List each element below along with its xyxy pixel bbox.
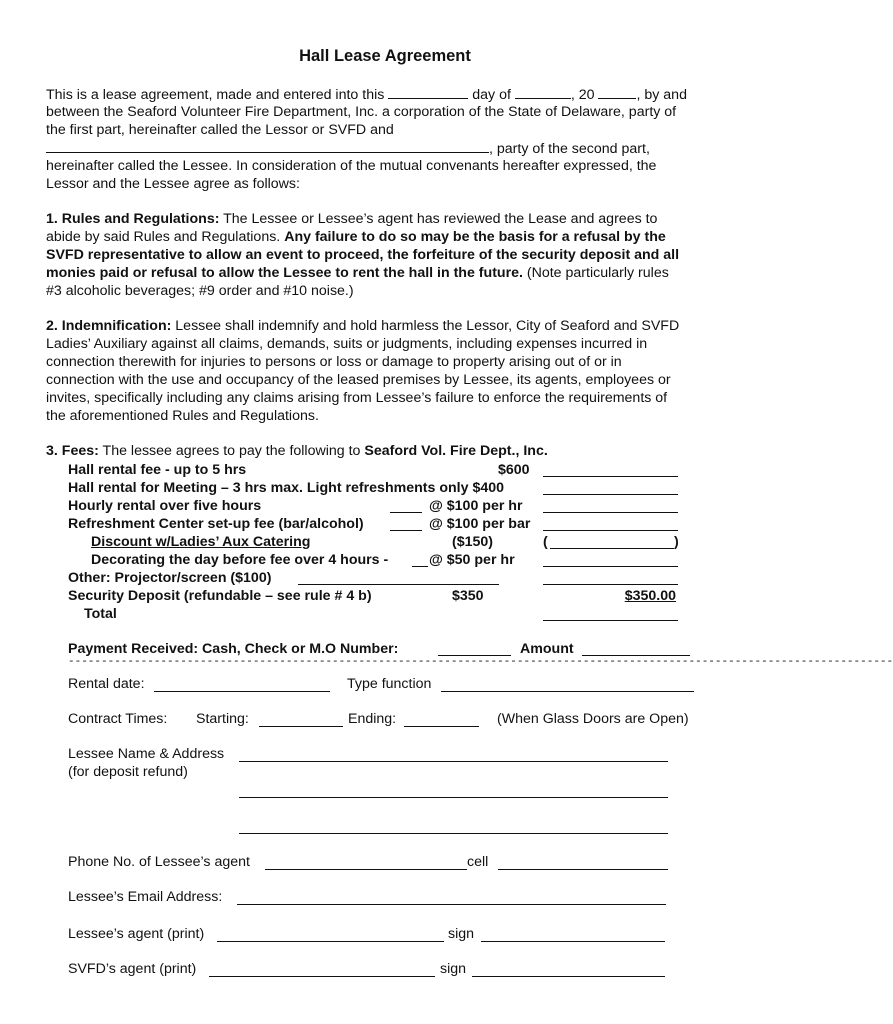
- section1-line-2: [46, 229, 666, 245]
- cell-label: cell: [467, 854, 489, 870]
- section3-heading: 3. Fees:: [46, 443, 99, 459]
- total-blank[interactable]: [543, 620, 678, 621]
- section2-line-5: invites, specifically including any claims arising from Lessee’s failure to enforce the requirements of: [46, 390, 668, 406]
- payment-label: Payment Received: Cash, Check or M.O Number:: [68, 641, 399, 657]
- email-blank[interactable]: [237, 904, 666, 905]
- separator-line: -----------------------------------------------------------------------------------------------------------------------------: [68, 656, 893, 668]
- meeting-blank[interactable]: [543, 494, 678, 495]
- section2-line-1: [46, 318, 679, 334]
- other-blank[interactable]: [543, 584, 678, 585]
- section2-heading: 2. Indemnification:: [46, 318, 172, 334]
- svfd-sign-label: sign: [440, 961, 467, 977]
- section2-line-6: the aforementioned Rules and Regulations.: [46, 408, 319, 424]
- when-open-note: (When Glass Doors are Open): [497, 711, 689, 727]
- intro-text: This is a lease agreement, made and entered into this: [46, 87, 385, 103]
- starting-blank[interactable]: [259, 726, 343, 727]
- section2-line-2: Ladies’ Auxiliary against all claims, demands, suits or judgments, including expenses incurred in: [46, 336, 648, 352]
- section3-line-1: [46, 443, 548, 459]
- lessee-address-blank-2[interactable]: [239, 833, 668, 834]
- lessee-agent-blank[interactable]: [217, 941, 444, 942]
- fee-deposit: Security Deposit (refundable – see rule # 4 b): [68, 588, 372, 604]
- section1-bold-text: monies paid or refusal to allow the Lessee to rent the hall in the future.: [46, 265, 523, 281]
- intro-line-6: Lessor and the Lessee agree as follows:: [46, 176, 300, 192]
- section1-bold-text: Any failure to do so may be the basis for a refusal by the: [284, 229, 666, 245]
- section1-line-1: [46, 211, 657, 227]
- fee-discount: Discount w/Ladies’ Aux Catering: [91, 534, 311, 550]
- email-label: Lessee’s Email Address:: [68, 889, 223, 905]
- svfd-agent-label: SVFD’s agent (print): [68, 961, 197, 977]
- fee-total-label: Total: [84, 606, 117, 622]
- section1-text: (Note particularly rules: [522, 265, 669, 281]
- fee-hourly: Hourly rental over five hours: [68, 498, 262, 514]
- section1-heading: 1. Rules and Regulations:: [46, 211, 220, 227]
- svfd-agent-blank[interactable]: [209, 976, 435, 977]
- refreshment-blank[interactable]: [543, 530, 678, 531]
- contract-times-label: Contract Times:: [68, 711, 168, 727]
- intro-line-1: [46, 86, 687, 103]
- section1-text: The Lessee or Lessee’s agent has reviewed the Lease and agrees to: [219, 211, 658, 227]
- section3-text: The lessee agrees to pay the following to: [98, 443, 365, 459]
- lessee-sign-blank[interactable]: [481, 941, 665, 942]
- other-desc-blank[interactable]: [298, 584, 499, 585]
- cell-blank[interactable]: [498, 869, 668, 870]
- intro-line-3: the first part, hereinafter called the Lessor or SVFD and: [46, 122, 394, 138]
- year-blank[interactable]: [598, 86, 636, 99]
- intro-text: , by and: [636, 87, 687, 103]
- section2-text: Lessee shall indemnify and hold harmless the Lessor, City of Seaford and SVFD: [171, 318, 680, 334]
- fee-hall-rental-amount: $600: [498, 462, 530, 478]
- day-blank[interactable]: [388, 86, 468, 99]
- section1-line-4: [46, 265, 669, 281]
- fee-refreshment: Refreshment Center set-up fee (bar/alcohol): [68, 516, 364, 532]
- fee-refreshment-rate: @ $100 per bar: [429, 516, 531, 532]
- ending-label: Ending:: [348, 711, 397, 727]
- section3-payee: Seaford Vol. Fire Dept., Inc.: [364, 443, 548, 459]
- fee-meeting: Hall rental for Meeting – 3 hrs max. Light refreshments only $400: [68, 480, 505, 496]
- ending-blank[interactable]: [404, 726, 479, 727]
- fee-other: Other: Projector/screen ($100): [68, 570, 272, 586]
- refreshment-qty-blank[interactable]: [390, 530, 422, 531]
- deposit-refund-label: (for deposit refund): [68, 764, 188, 780]
- section2-line-3: connection therewith for injuries to persons or loss or damage to property arising out of or in: [46, 354, 622, 370]
- lessee-name-label: Lessee Name & Address: [68, 746, 225, 762]
- payment-amount-label: Amount: [520, 641, 574, 657]
- lessee-agent-label: Lessee’s agent (print): [68, 926, 205, 942]
- type-function-blank[interactable]: [441, 691, 694, 692]
- phone-label: Phone No. of Lessee’s agent: [68, 854, 250, 870]
- intro-text: , 20: [570, 87, 595, 103]
- svfd-sign-blank[interactable]: [472, 976, 665, 977]
- section1-line-5: #3 alcoholic beverages; #9 order and #10 noise.): [46, 283, 354, 299]
- fee-hall-rental: Hall rental fee - up to 5 hrs: [68, 462, 247, 478]
- rental-date-blank[interactable]: [154, 691, 330, 692]
- section2-line-4: connection with the use and occupancy of the leased premises by Lessee, its agents, employees or: [46, 372, 671, 388]
- hourly-qty-blank[interactable]: [390, 512, 422, 513]
- decorating-qty-blank[interactable]: [412, 566, 428, 567]
- fee-discount-amount: ($150): [452, 534, 494, 550]
- fee-decorating: Decorating the day before fee over 4 hours -: [91, 552, 389, 568]
- type-function-label: Type function: [347, 676, 432, 692]
- intro-line-4: [46, 140, 650, 157]
- hall-rental-blank[interactable]: [543, 476, 678, 477]
- section1-text: abide by said Rules and Regulations.: [46, 229, 285, 245]
- page-title: Hall Lease Agreement: [299, 47, 471, 65]
- discount-close-paren: ): [674, 534, 679, 550]
- intro-text: day of: [472, 87, 511, 103]
- rental-date-label: Rental date:: [68, 676, 145, 692]
- discount-blank[interactable]: [550, 548, 674, 549]
- intro-line-5: hereinafter called the Lessee. In consideration of the mutual convenants hereafter expressed, the: [46, 158, 657, 174]
- discount-open-paren: (: [543, 534, 548, 550]
- fee-deposit-amount: $350: [452, 588, 484, 604]
- section1-line-3: SVFD representative to allow an event to proceed, the forfeiture of the security deposit and all: [46, 247, 680, 263]
- intro-text: , party of the second part,: [489, 141, 650, 157]
- lessee-name-blank[interactable]: [239, 761, 668, 762]
- intro-line-2: between the Seaford Volunteer Fire Department, Inc. a corporation of the State of Delaware, party of: [46, 104, 677, 120]
- starting-label: Starting:: [196, 711, 249, 727]
- hourly-blank[interactable]: [543, 512, 678, 513]
- fee-deposit-total: $350.00: [624, 588, 676, 604]
- lessee-party-blank[interactable]: [46, 140, 489, 153]
- phone-blank[interactable]: [265, 869, 467, 870]
- lessee-sign-label: sign: [448, 926, 475, 942]
- lessee-address-blank-1[interactable]: [239, 797, 668, 798]
- fee-decorating-rate: @ $50 per hr: [429, 552, 515, 568]
- decorating-blank[interactable]: [543, 566, 678, 567]
- fee-hourly-rate: @ $100 per hr: [429, 498, 523, 514]
- month-blank[interactable]: [515, 86, 571, 99]
